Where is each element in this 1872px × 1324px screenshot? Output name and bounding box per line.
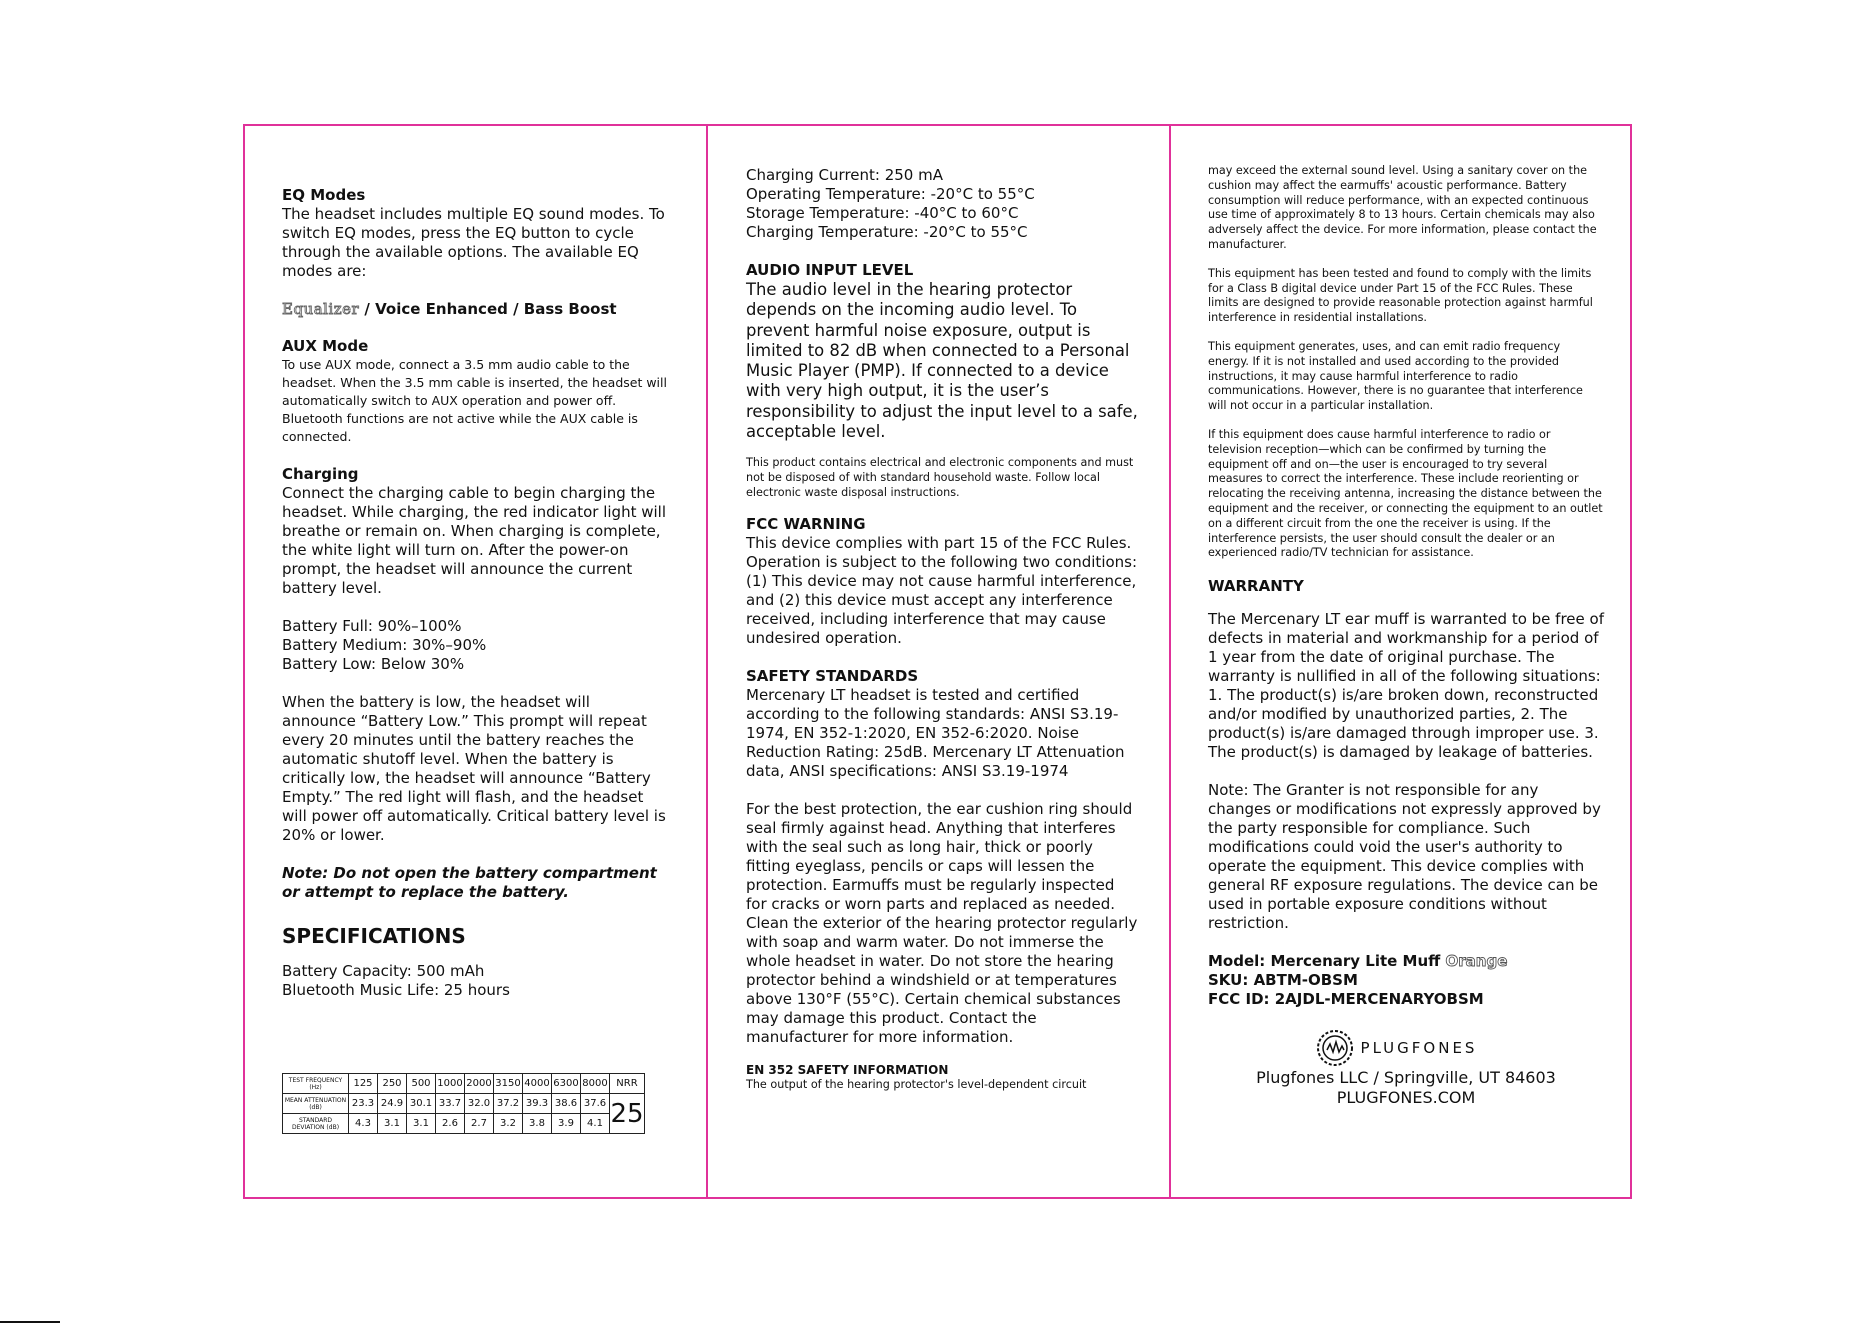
battery-note: Note: Do not open the battery compartment or attempt to replace the battery. xyxy=(282,864,657,901)
row-label-frequency: TEST FREQUENCY (Hz) xyxy=(283,1074,349,1094)
ewaste-notice: This product contains electrical and electronic components and must not be disposed of with standard household waste. Follow local electronic waste disposal instructions. xyxy=(746,456,1134,499)
model-line xyxy=(1208,952,1604,970)
radio-body: This equipment generates, uses, and can emit radio frequency energy. If it is not installed and used according to the provided instructions, it may cause harmful interference to radio communications. However, there is no guarantee that interference will not occur in a particular installation. xyxy=(1208,339,1583,413)
company-website: PLUGFONES.COM xyxy=(1336,1088,1476,1108)
std-cell: 4.1 xyxy=(581,1114,610,1134)
fcc-heading: FCC WARNING xyxy=(746,514,866,533)
freq-cell: 8000 xyxy=(581,1074,610,1094)
mean-cell: 30.1 xyxy=(407,1094,436,1114)
charging-current: Charging Current: 250 mA xyxy=(746,166,943,184)
std-cell: 3.1 xyxy=(378,1114,407,1134)
sku-line: SKU: ABTM-OBSM xyxy=(1208,971,1358,990)
model-color: Orange xyxy=(1445,952,1508,971)
battery-full: Battery Full: 90%–100% xyxy=(282,617,462,635)
warranty-heading: WARRANTY xyxy=(1208,577,1304,596)
table-row xyxy=(283,1094,645,1114)
table-row xyxy=(283,1114,645,1134)
panel-middle xyxy=(708,126,1171,1197)
en352-heading: EN 352 SAFETY INFORMATION xyxy=(746,1062,949,1077)
attenuation-table xyxy=(282,1073,645,1134)
trifold-sheet xyxy=(243,124,1632,1199)
storage-temp: Storage Temperature: -40°C to 60°C xyxy=(746,204,1019,222)
eq-modes-list xyxy=(282,300,668,318)
freq-cell: 1000 xyxy=(436,1074,465,1094)
specifications-heading: SPECIFICATIONS xyxy=(282,924,466,948)
std-cell: 3.2 xyxy=(494,1114,523,1134)
mean-cell: 37.2 xyxy=(494,1094,523,1114)
eq-mode-rest: / Voice Enhanced / Bass Boost xyxy=(359,300,617,318)
battery-low: Battery Low: Below 30% xyxy=(282,655,465,673)
mean-cell: 33.7 xyxy=(436,1094,465,1114)
freq-cell: 250 xyxy=(378,1074,407,1094)
audio-body: The audio level in the hearing protector depends on the incoming audio level. To prevent harmful noise exposure, output is limited to 82 dB when connected to a Personal Music Player (PMP). If connected to a device with very high output, it is the user’s responsibility to adjust the input level to a safe, acceptable level. xyxy=(746,280,1138,442)
row-label-std: STANDARD DEVIATION (dB) xyxy=(283,1114,349,1134)
charging-temp: Charging Temperature: -20°C to 55°C xyxy=(746,223,1028,241)
model-label: Model: Mercenary Lite Muff xyxy=(1208,952,1446,971)
mean-cell: 37.6 xyxy=(581,1094,610,1114)
company-address: Plugfones LLC / Springville, UT 84603 xyxy=(1256,1068,1556,1088)
operating-temp: Operating Temperature: -20°C to 55°C xyxy=(746,185,1035,203)
panel-left xyxy=(245,126,708,1197)
interference-body: If this equipment does cause harmful interference to radio or television reception—which can be confirmed by turning the equipment off and on—the user is encouraged to try several measures to correct the interference. These include reorienting or relocating the receiving antenna, increasing the distance between the equipment and the receiver, or connecting the equipment to an outlet on a different circuit from the one the receiver is using. If the interference persists, the user should consult the dealer or an experienced radio/TV technician for assistance. xyxy=(1208,427,1603,560)
std-cell: 2.6 xyxy=(436,1114,465,1134)
std-cell: 3.1 xyxy=(407,1114,436,1134)
warranty-body: The Mercenary LT ear muff is warranted to be free of defects in material and workmanship for a period of 1 year from the date of original purchase. The warranty is nullified in all of the following situations: 1. The product(s) is/are broken down, reconstructed and/or modified by unauthorized parties, 2. The product(s) is/are damaged through improper use. 3. The product(s) is damaged by leakage of batteries. xyxy=(1208,610,1604,762)
eq-body: The headset includes multiple EQ sound modes. To switch EQ modes, press the EQ button to cycle through the available options. The available EQ modes are: xyxy=(282,205,665,280)
audio-heading: AUDIO INPUT LEVEL xyxy=(746,261,914,279)
std-cell: 2.7 xyxy=(465,1114,494,1134)
freq-cell: 125 xyxy=(349,1074,378,1094)
gear-logo-icon xyxy=(1315,1028,1355,1068)
std-cell: 3.9 xyxy=(552,1114,581,1134)
crop-mark xyxy=(0,1321,60,1323)
mean-cell: 39.3 xyxy=(523,1094,552,1114)
freq-cell: 500 xyxy=(407,1074,436,1094)
music-life: Bluetooth Music Life: 25 hours xyxy=(282,981,510,999)
battery-low-body: When the battery is low, the headset will announce “Battery Low.” This prompt will repeat every 20 minutes until the battery reaches the automatic shutoff level. When the battery is critically low, the headset will announce “Battery Empty.” The red light will flash, and the headset will power off automatically. Critical battery level is 20% or lower. xyxy=(282,693,666,844)
en352-continued: may exceed the external sound level. Using a sanitary cover on the cushion may affect the earmuffs' acoustic performance. Battery consumption will reduce performance, with an expected continuous use time of approximately 8 to 13 hours. Certain chemicals may also adversely affect the device. For more information, please contact the manufacturer. xyxy=(1208,164,1597,251)
charging-heading: Charging xyxy=(282,465,359,483)
mean-cell: 23.3 xyxy=(349,1094,378,1114)
granter-note: Note: The Granter is not responsible for any changes or modifications not expressly approved by the party responsible for compliance. Such modifications could void the user's authority to operate the equipment. This device complies with general RF exposure regulations. The device can be used in portable exposure conditions without restriction. xyxy=(1208,781,1601,933)
fcc-id-line: FCC ID: 2AJDL-MERCENARYOBSM xyxy=(1208,990,1484,1009)
mean-cell: 32.0 xyxy=(465,1094,494,1114)
safety-body: Mercenary LT headset is tested and certified according to the following standards: ANSI S3.19-1974, EN 352-1:2020, EN 352-6:2020. Noise Reduction Rating: 25dB. Mercenary LT Attenuation data, ANSI specifications: ANSI S3.19-1974 xyxy=(746,685,1125,780)
panel-right xyxy=(1171,126,1630,1197)
battery-capacity: Battery Capacity: 500 mAh xyxy=(282,962,485,980)
battery-medium: Battery Medium: 30%–90% xyxy=(282,636,487,654)
aux-body: To use AUX mode, connect a 3.5 mm audio cable to the headset. When the 3.5 mm cable is inserted, the headset will automatically switch to AUX operation and power off. Bluetooth functions are not active while the AUX cable is connected. xyxy=(282,357,667,444)
plugfones-logo xyxy=(1188,1028,1604,1068)
en352-body: The output of the hearing protector's level-dependent circuit xyxy=(746,1077,1087,1091)
mean-cell: 38.6 xyxy=(552,1094,581,1114)
nrr-value: 25 xyxy=(610,1094,645,1134)
fcc-body: This device complies with part 15 of the FCC Rules. Operation is subject to the following two conditions: (1) This device may not cause harmful interference, and (2) this device must accept any interference received, including interference that may cause undesired operation. xyxy=(746,533,1138,647)
freq-cell: 6300 xyxy=(552,1074,581,1094)
eq-heading: EQ Modes xyxy=(282,186,366,204)
eq-mode-equalizer: Equalizer xyxy=(282,300,360,318)
charging-body: Connect the charging cable to begin charging the headset. While charging, the red indicator light will breathe or remain on. When charging is complete, the white light will turn on. After the power-on prompt, the headset will announce the current battery level. xyxy=(282,484,667,597)
freq-cell: 3150 xyxy=(494,1074,523,1094)
freq-cell: 2000 xyxy=(465,1074,494,1094)
std-cell: 3.8 xyxy=(523,1114,552,1134)
protection-body: For the best protection, the ear cushion ring should seal firmly against head. Anything that interferes with the seal such as long hair, thick or poorly fitting eyeglass, pencils or caps will lessen the protection. Earmuffs must be regularly inspected for cracks or worn parts and replaced as needed. Clean the exterior of the hearing protector regularly with soap and warm water. Do not immerse the whole headset in water. Do not store the hearing protector behind a windshield or at temperatures above 130°F (55°C). Certain chemical substances may damage this product. Contact the manufacturer for more information. xyxy=(746,799,1138,1046)
mean-cell: 24.9 xyxy=(378,1094,407,1114)
nrr-label: NRR xyxy=(610,1074,645,1094)
std-cell: 4.3 xyxy=(349,1114,378,1134)
aux-heading: AUX Mode xyxy=(282,337,369,355)
safety-heading: SAFETY STANDARDS xyxy=(746,666,919,685)
classb-body: This equipment has been tested and found to comply with the limits for a Class B digital device under Part 15 of the FCC Rules. These limits are designed to provide reasonable protection against harmful interference in residential installations. xyxy=(1208,266,1593,325)
logo-wordmark: PLUGFONES xyxy=(1360,1039,1478,1058)
row-label-mean: MEAN ATTENUATION (dB) xyxy=(283,1094,349,1114)
table-row xyxy=(283,1074,645,1094)
freq-cell: 4000 xyxy=(523,1074,552,1094)
